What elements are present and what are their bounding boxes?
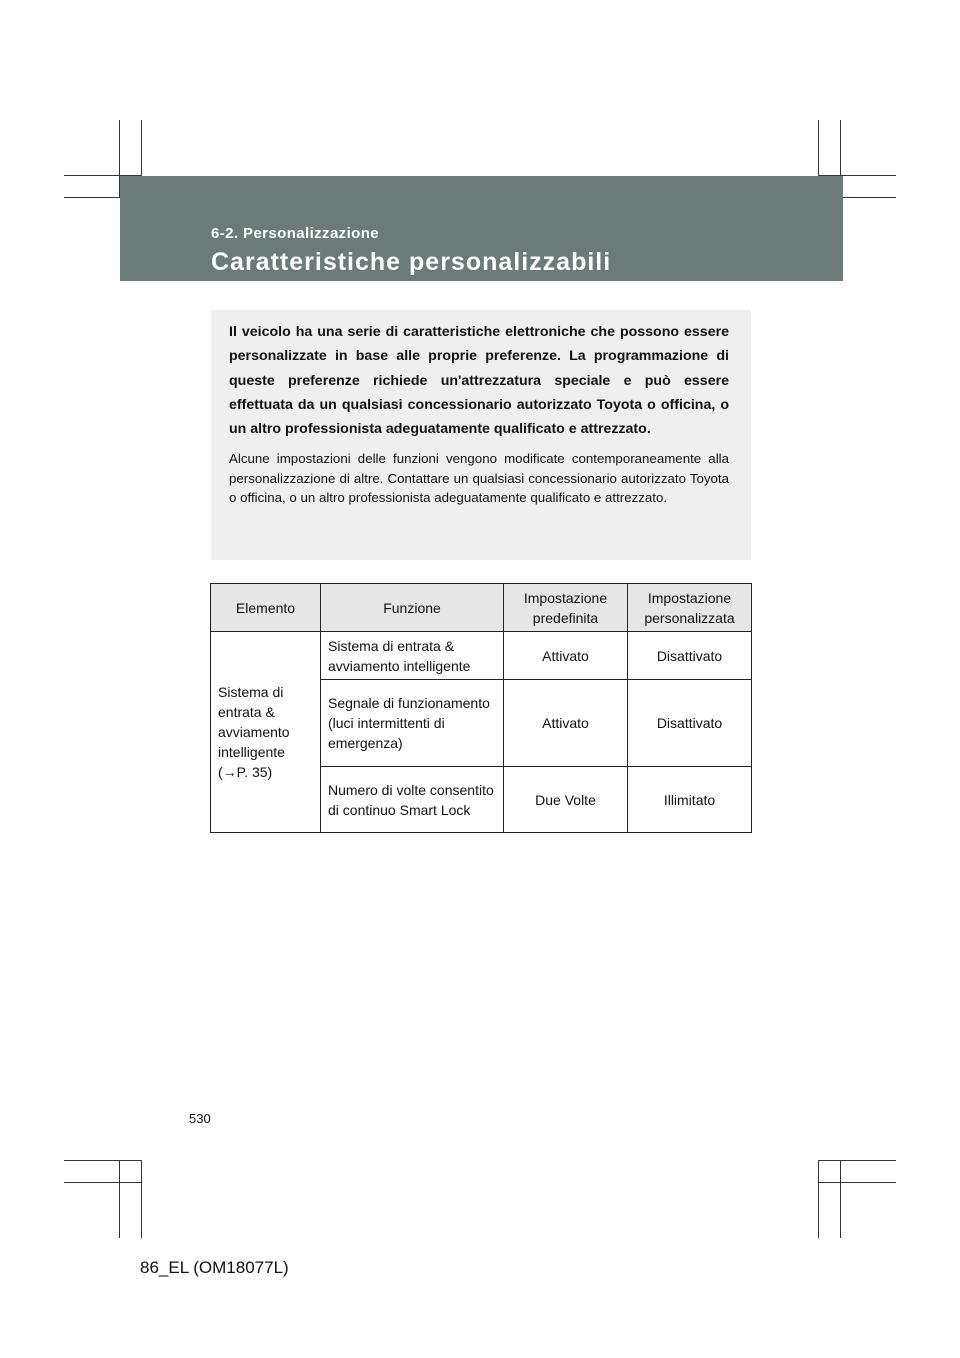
function-cell: Sistema di entrata & avviamento intelligente [321,632,504,680]
document-code: 86_EL (OM18077L) [140,1258,289,1277]
header-custom-setting: Impostazione personalizzata [628,584,752,632]
crop-mark [64,1182,142,1183]
intro-box [211,310,751,560]
intro-note-paragraph: Alcune impostazioni delle funzioni vengono modificate contemporaneamente alla personalizzazione di altre. Contattare un qualsiasi concessionario autorizzato Toyota o officina, o un altro professionista adeguatamente qualificato e attrezzato. [229,451,729,506]
crop-mark [119,1160,120,1238]
default-cell: Due Volte [504,767,628,833]
section-label: 6-2. Personalizzazione [211,225,380,242]
crop-mark [64,1160,142,1161]
table-header-row [211,584,752,632]
settings-table [210,583,752,833]
custom-cell: Disattivato [628,680,752,767]
header-function: Funzione [321,584,504,632]
crop-mark [818,1160,819,1238]
custom-cell: Illimitato [628,767,752,833]
custom-cell: Disattivato [628,632,752,680]
crop-mark [840,1160,841,1238]
header-default-setting: Impostazione predefinita [504,584,628,632]
default-cell: Attivato [504,680,628,767]
table-row [211,632,752,680]
function-cell: Segnale di funzionamento (luci intermittenti di emergenza) [321,680,504,767]
function-cell: Numero di volte consentito di continuo Smart Lock [321,767,504,833]
intro-bold-paragraph: Il veicolo ha una serie di caratteristiche elettroniche che possono essere personalizzate in base alle proprie preferenze. La programmazione di queste preferenze richiede un'attrezzatura speciale e può essere effettuata da un qualsiasi concessionario autorizzato Toyota o officina, o un altro professionista adeguatamente qualificato e attrezzato. [229,324,729,438]
crop-mark [818,1182,896,1183]
crop-mark [818,1160,896,1161]
page-number: 530 [189,1111,211,1126]
default-cell: Attivato [504,632,628,680]
header-element: Elemento [211,584,321,632]
page-title: Caratteristiche personalizzabili [211,248,612,276]
crop-mark [141,1160,142,1238]
item-cell: Sistema di entrata & avviamento intelligente (→P. 35) [211,632,321,833]
